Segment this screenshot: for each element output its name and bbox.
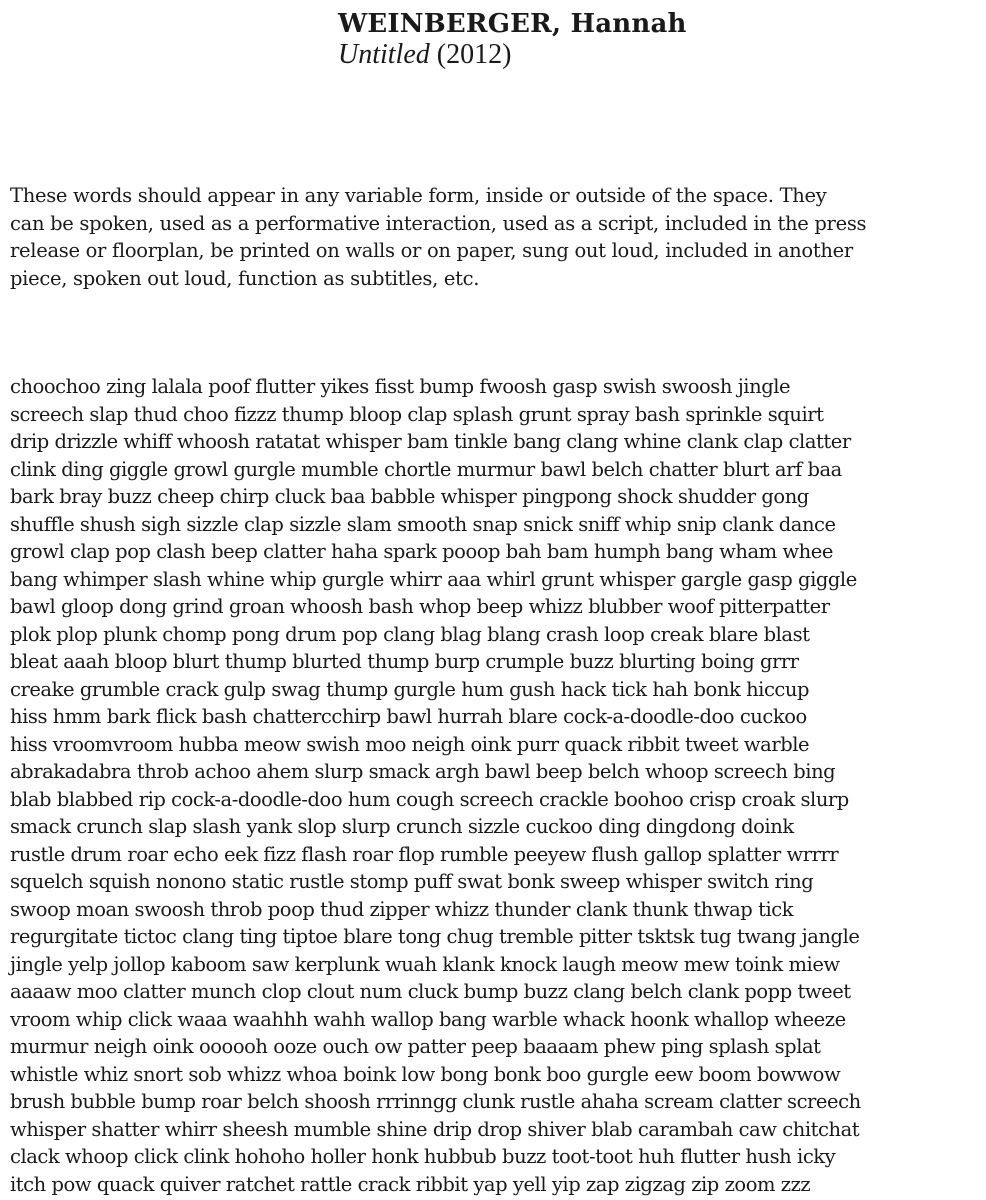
word-line: bawl gloop dong grind groan whoosh bash whop beep whizz blubber woof pitterpatter xyxy=(10,595,830,618)
word-line: clack whoop click clink hohoho holler honk hubbub buzz toot-toot huh flutter hush icky xyxy=(10,1145,836,1168)
word-line: whisper shatter whirr sheesh mumble shine drip drop shiver blab carambah caw chitchat xyxy=(10,1117,860,1141)
work-year: (2012) xyxy=(436,39,512,70)
word-line: choochoo zing lalala poof flutter yikes fisst bump fwoosh gasp swish swoosh jingle xyxy=(10,375,791,398)
word-line: shuffle shush sigh sizzle clap sizzle slam smooth snap snick sniff whip snip clank dance xyxy=(10,512,836,536)
word-line: rustle drum roar echo eek fizz flash roar flop rumble peeyew flush gallop splatter wrrrr xyxy=(10,842,839,866)
word-line: clink ding giggle growl gurgle mumble chortle murmur bawl belch chatter blurt arf baa xyxy=(10,457,842,481)
word-line: jingle yelp jollop kaboom saw kerplunk wuah klank knock laugh meow mew toink miew xyxy=(10,952,840,976)
word-line: squelch squish nonono static rustle stomp puff swat bonk sweep whisper switch ring xyxy=(10,870,814,893)
word-line: abrakadabra throb achoo ahem slurp smack argh bawl beep belch whoop screech bing xyxy=(10,760,836,783)
instructions-line: can be spoken, used as a performative interaction, used as a script, included in the press xyxy=(10,211,867,235)
work-title: Untitled xyxy=(338,39,430,70)
word-line: plok plop plunk chomp pong drum pop clang blag blang crash loop creak blare blast xyxy=(10,622,810,646)
word-line: vroom whip click waaa waahhh wahh wallop bang warble whack hoonk whallop wheeze xyxy=(10,1007,846,1031)
word-line: growl clap pop clash beep clatter haha spark pooop bah bam humph bang wham whee xyxy=(10,540,833,563)
word-line: aaaaw moo clatter munch clop clout num cluck bump buzz clang belch clank popp tweet xyxy=(10,980,851,1003)
instructions-line: These words should appear in any variable form, inside or outside of the space. They xyxy=(10,184,827,207)
header xyxy=(338,8,968,70)
word-line: smack crunch slap slash yank slop slurp crunch sizzle cuckoo ding dingdong doink xyxy=(10,815,794,838)
word-line: bang whimper slash whine whip gurgle whirr aaa whirl grunt whisper gargle gasp giggle xyxy=(10,567,857,591)
word-line: creake grumble crack gulp swag thump gurgle hum gush hack tick hah bonk hiccup xyxy=(10,677,810,701)
word-line: blab blabbed rip cock-a-doodle-doo hum cough screech crackle boohoo crisp croak slurp xyxy=(10,787,849,811)
instructions-paragraph xyxy=(10,182,976,292)
word-line: itch pow quack quiver ratchet rattle crack ribbit yap yell yip zap zigzag zip zoom zzz xyxy=(10,1172,811,1196)
word-line: hiss vroomvroom hubba meow swish moo neigh oink purr quack ribbit tweet warble xyxy=(10,732,810,756)
word-line: hiss hmm bark flick bash chattercchirp bawl hurrah blare cock-a-doodle-doo cuckoo xyxy=(10,705,807,728)
word-line: bark bray buzz cheep chirp cluck baa babble whisper pingpong shock shudder gong xyxy=(10,485,809,508)
word-line: regurgitate tictoc clang ting tiptoe blare tong chug tremble pitter tsktsk tug twang jangle xyxy=(10,925,860,948)
work-line xyxy=(338,40,968,70)
word-line: whistle whiz snort sob whizz whoa boink low bong bonk boo gurgle eew boom bowwow xyxy=(10,1062,841,1086)
instructions-line: piece, spoken out loud, function as subtitles, etc. xyxy=(10,266,480,290)
word-line: brush bubble bump roar belch shoosh rrrinngg clunk rustle ahaha scream clatter screech xyxy=(10,1090,861,1113)
onomatopoeia-word-block xyxy=(10,373,976,1198)
word-line: swoop moan swoosh throb poop thud zipper whizz thunder clank thunk thwap tick xyxy=(10,897,794,921)
word-line: screech slap thud choo fizzz thump bloop clap splash grunt spray bash sprinkle squirt xyxy=(10,402,824,426)
word-line: murmur neigh oink oooooh ooze ouch ow patter peep baaaam phew ping splash splat xyxy=(10,1035,821,1058)
artist-name: WEINBERGER, Hannah xyxy=(338,9,687,39)
word-line: bleat aaah bloop blurt thump blurted thump burp crumple buzz blurting boing grrr xyxy=(10,650,799,673)
instructions-line: release or floorplan, be printed on walls or on paper, sung out loud, included in another xyxy=(10,239,853,262)
word-line: drip drizzle whiff whoosh ratatat whisper bam tinkle bang clang whine clank clap clatter xyxy=(10,430,851,453)
